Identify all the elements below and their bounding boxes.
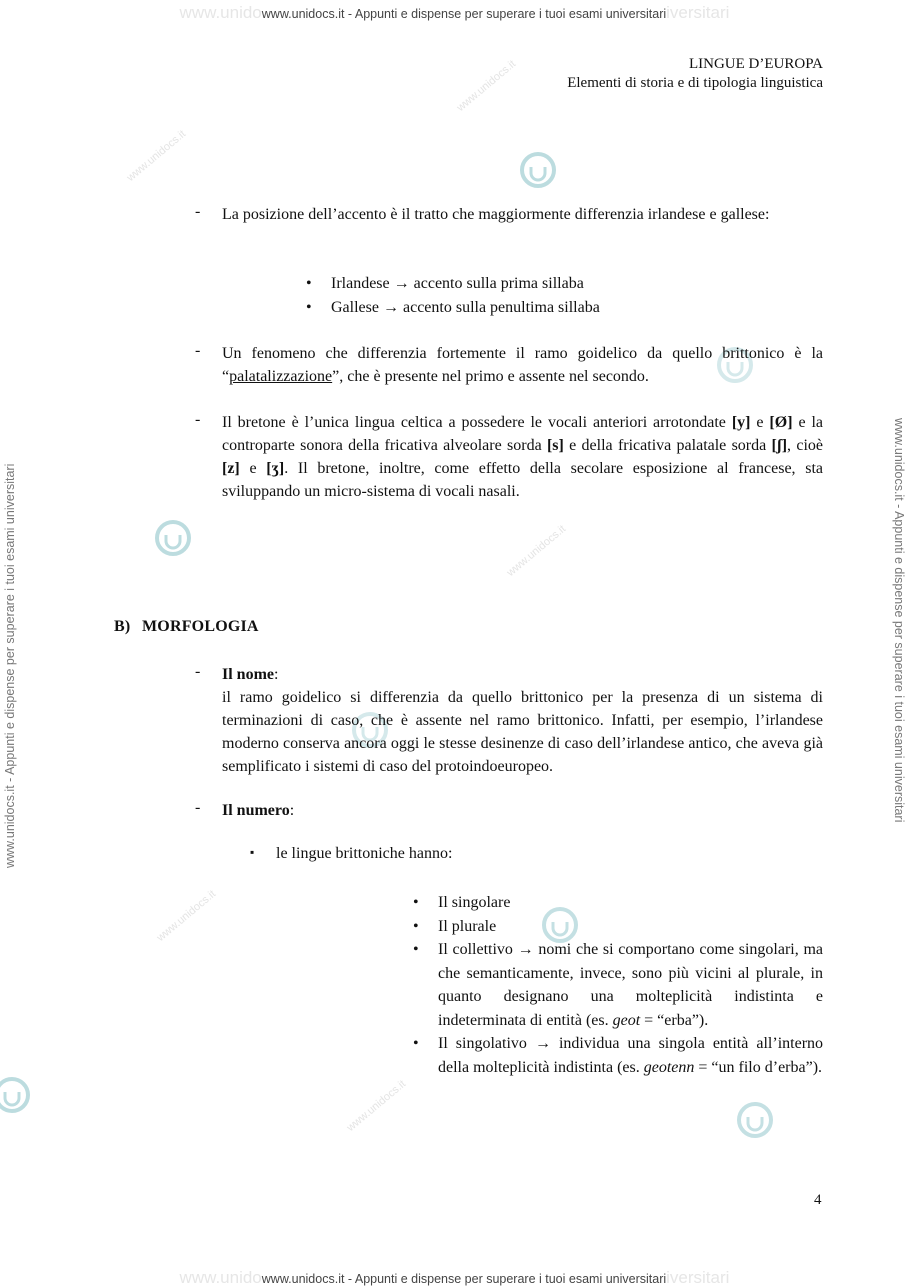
section-heading-morfologia — [114, 618, 259, 636]
watermark-text: www.unidocs.it - Appunti e dispense per superare i tuoi esami universitari — [261, 7, 667, 21]
watermark-text: www.unidocs.it - Appunti e dispense per superare i tuoi esami universitari — [261, 1272, 667, 1286]
list-item-bretone — [195, 411, 823, 503]
phonetic-symbol: [ʒ] — [266, 460, 285, 477]
phonetic-symbol: [y] — [731, 414, 751, 431]
text: = “erba”). — [640, 1011, 709, 1029]
text: nomi che si comportano come singolari, ma che semanticamente, invece, sono più vicini al plurale, in quanto designano una molteplicità indistinta e indeterminata di entità (es. — [438, 941, 824, 1029]
arrow-icon: → — [534, 1035, 551, 1052]
watermark-diagonal: www.unidocs.it — [504, 523, 569, 579]
section-label: B) — [114, 618, 131, 635]
paragraph-nome: il ramo goidelico si differenzia da quello brittonico per la presenza di un sistema di terminazioni di caso, che è assente nel ramo brittonico. Infatti, per esempio, l’irlandese moderno conserva ancora oggi le stesse desinenze di caso dell’irlandese antico, che aveva già semplificato i sistemi di caso del protoindoeuropeo. — [222, 689, 823, 775]
watermark-left: www.unidocs.it - Appunti e dispense per superare i tuoi esami universitari — [3, 463, 17, 868]
list-item — [413, 915, 823, 939]
item-collettivo: Il collettivo — [438, 941, 513, 958]
subheading-nome: Il nome — [222, 666, 274, 683]
text: e — [750, 414, 770, 431]
item-singolare: Il singolare — [438, 894, 511, 911]
bullet-dot: • — [306, 298, 312, 316]
header-subtitle: Elementi di storia e di tipologia linguistica — [567, 75, 823, 91]
phonetic-symbol: [z] — [222, 460, 240, 477]
example-word: geotenn — [643, 1058, 695, 1076]
dash-marker: - — [195, 663, 201, 680]
watermark-logo-icon — [518, 150, 558, 190]
term-palatalizzazione: palatalizzazione — [229, 368, 333, 385]
phonetic-symbol: [s] — [546, 437, 564, 454]
bullet-lang: Irlandese — [331, 275, 390, 292]
watermark-faint-suffix: iversitari — [666, 1268, 730, 1287]
watermark-faint-prefix: www.unido — [179, 1268, 262, 1287]
text: . Il bretone, inoltre, come effetto della secolare esposizione al francese, sta sviluppando un micro-sistema di vocali nasali. — [222, 460, 823, 500]
watermark-top — [0, 3, 909, 23]
arrow-icon: → — [393, 275, 410, 292]
watermark-diagonal: www.unidocs.it — [454, 58, 519, 114]
text: Il bretone è l’unica lingua celtica a possedere le vocali anteriori arrotondate — [222, 414, 732, 431]
text: Un fenomeno che differenzia fortemente il ramo goidelico da quello brittonico è la “ — [222, 345, 823, 385]
paragraph-accento: La posizione dell’accento è il tratto che maggiormente differenzia irlandese e gallese: — [222, 206, 770, 223]
subheading-numero: Il numero — [222, 802, 290, 819]
dash-marker: - — [195, 799, 201, 816]
bullet-desc: accento sulla prima sillaba — [413, 275, 584, 292]
watermark-logo-icon — [153, 518, 193, 558]
watermark-diagonal: www.unidocs.it — [344, 1078, 409, 1134]
page-header — [567, 55, 823, 93]
header-title: LINGUE D’EUROPA — [688, 56, 823, 72]
bullet-desc: accento sulla penultima sillaba — [402, 298, 600, 316]
text: : — [274, 666, 279, 683]
section-title: MORFOLOGIA — [142, 618, 259, 635]
watermark-diagonal: www.unidocs.it — [124, 128, 189, 184]
watermark-bottom — [0, 1268, 909, 1288]
dash-marker: - — [195, 203, 201, 220]
text: = “un filo d’erba”). — [694, 1058, 823, 1076]
paragraph-palatalizzazione — [222, 342, 823, 388]
bullet-dot: • — [413, 894, 419, 911]
list-item — [413, 1032, 823, 1079]
text: e della fricativa palatale sorda — [563, 437, 772, 454]
bullet-dot: • — [306, 275, 312, 292]
watermark-faint-prefix: www.unido — [179, 3, 262, 22]
phonetic-symbol: [Ø] — [769, 414, 793, 431]
watermark-logo-icon — [0, 1075, 32, 1115]
nome-block — [222, 663, 823, 778]
list-item-numero — [195, 799, 823, 822]
watermark-right: www.unidocs.it - Appunti e dispense per superare i tuoi esami universitari — [892, 418, 906, 823]
example-word: geot — [612, 1011, 641, 1029]
text: individua una singola entità all’interno della molteplicità indistinta (es. — [438, 1035, 824, 1076]
watermark-diagonal: www.unidocs.it — [154, 888, 219, 944]
text: , cioè — [787, 437, 823, 454]
list-item — [413, 891, 823, 915]
watermark-faint-suffix: iversitari — [666, 3, 730, 22]
square-bullet: ▪ — [250, 845, 255, 859]
list-item-palatalizzazione — [195, 342, 823, 388]
watermark-logo-icon — [735, 1100, 775, 1140]
list-item — [306, 272, 600, 296]
dash-marker: - — [195, 411, 201, 428]
phonetic-symbol: [ʃ] — [771, 437, 788, 454]
arrow-icon: → — [517, 941, 534, 958]
bullet-dot: • — [413, 1035, 419, 1052]
bullet-list-numero — [413, 891, 823, 1079]
list-item — [306, 296, 600, 320]
text: ”, che è presente nel primo e assente nel secondo. — [332, 368, 649, 385]
bullet-dot: • — [413, 917, 419, 935]
dash-marker: - — [195, 342, 201, 359]
item-singolativo: Il singolativo — [438, 1035, 527, 1052]
numero-block — [222, 799, 823, 822]
arrow-icon: → — [382, 298, 399, 316]
list-item — [413, 938, 823, 1032]
text: e — [239, 460, 267, 477]
bullet-list-accento — [306, 272, 600, 319]
list-item-nome — [195, 663, 823, 778]
text: : — [289, 802, 295, 819]
text: e la controparte sonora della fricativa alveolare sorda — [222, 414, 824, 454]
item-plurale: Il plurale — [438, 917, 497, 935]
bullet-dot: • — [413, 941, 419, 958]
list-item-accento — [195, 203, 823, 226]
sub-bullet-text: le lingue brittoniche hanno: — [276, 845, 453, 862]
page-number: 4 — [814, 1192, 822, 1208]
bullet-lang: Gallese — [331, 298, 379, 316]
paragraph-bretone — [222, 411, 823, 503]
